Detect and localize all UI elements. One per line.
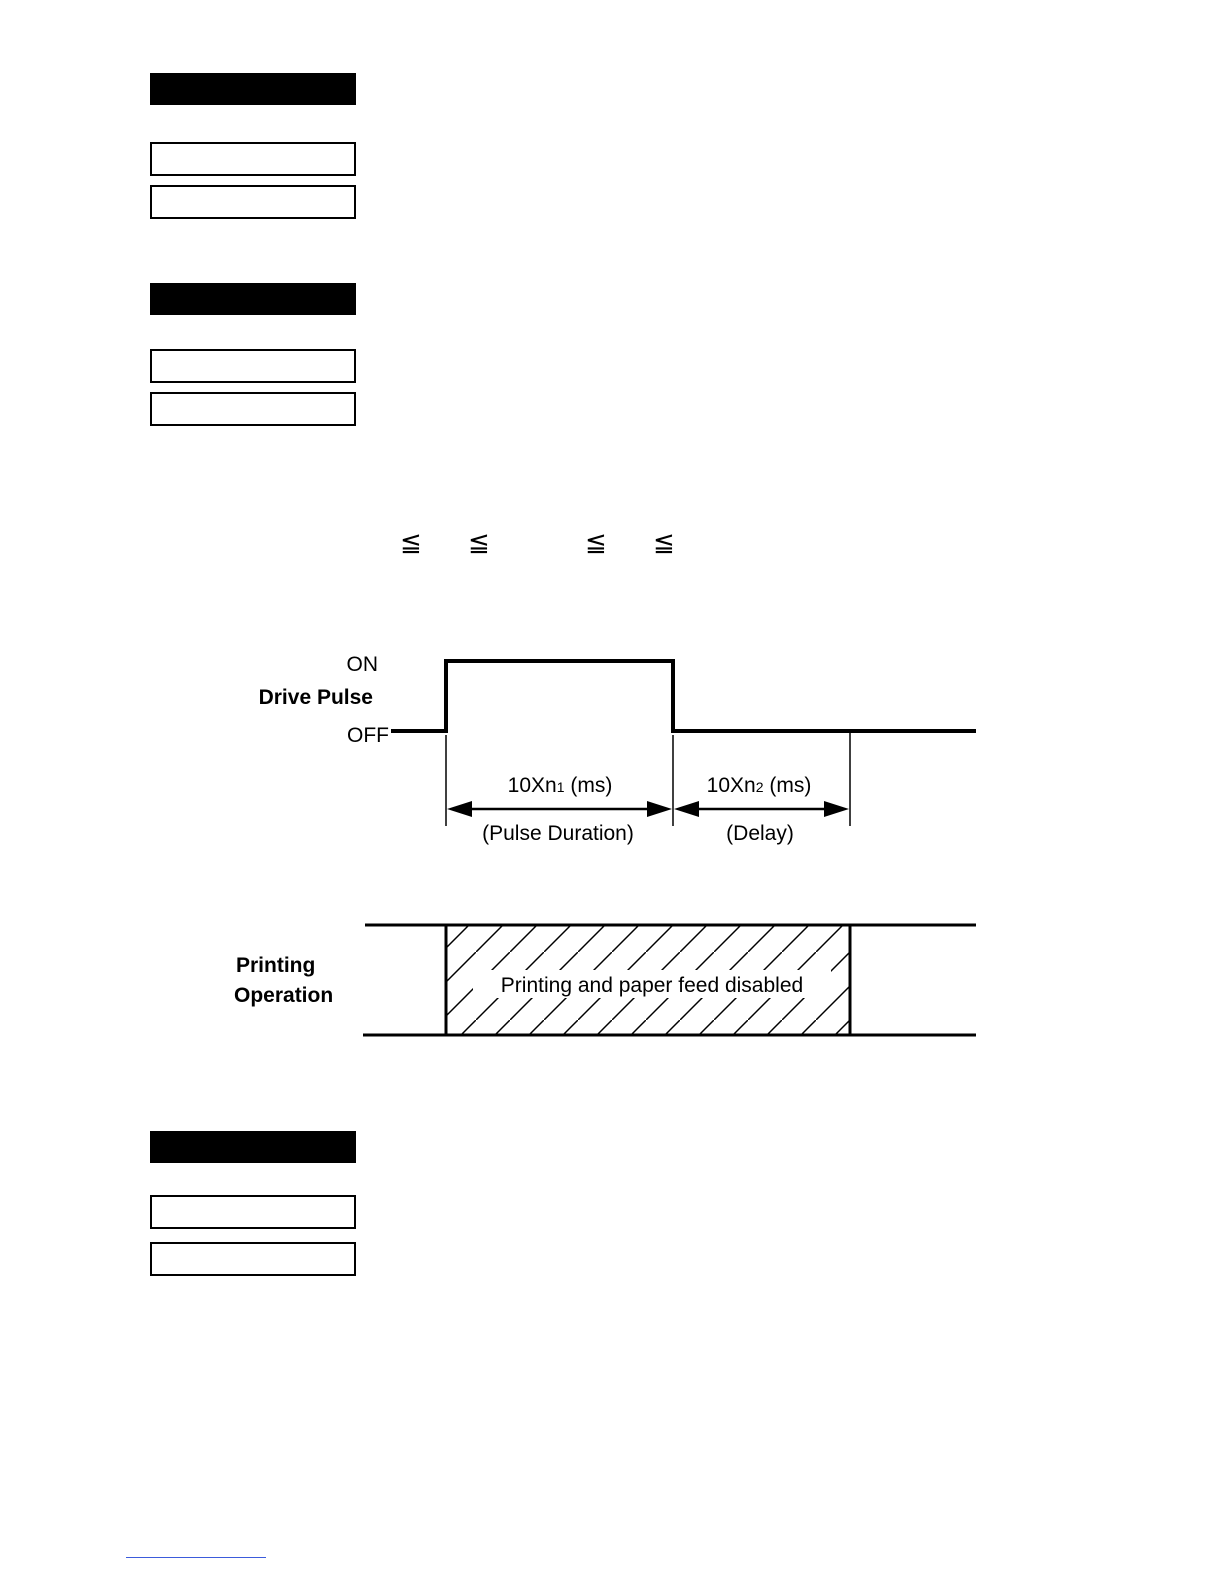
- section-header-bar-2: [150, 283, 356, 315]
- command-box-1a: [150, 142, 356, 176]
- pulse-duration-value: 10Xn1 (ms): [507, 774, 613, 797]
- delay-caption: (Delay): [726, 822, 794, 845]
- off-label: OFF: [347, 724, 389, 747]
- printing-operation-label-line1: Printing: [236, 954, 316, 977]
- command-box-3b: [150, 1242, 356, 1276]
- command-box-3a: [150, 1195, 356, 1229]
- section-header-bar-1: [150, 73, 356, 105]
- delay-arrow-left: [674, 801, 699, 817]
- printing-operation-label-line2: Operation: [234, 984, 334, 1007]
- section-header-bar-3: [150, 1131, 356, 1163]
- drive-pulse-label: Drive Pulse: [258, 686, 373, 709]
- pulse-duration-arrow-left: [447, 801, 472, 817]
- delay-arrow-right: [824, 801, 849, 817]
- drive-pulse-timing-diagram: [0, 630, 1225, 1050]
- footer-link-rule: [126, 1557, 266, 1558]
- drive-pulse-waveform: [391, 661, 976, 731]
- leq-symbol-4: ≦: [653, 528, 675, 558]
- command-box-2a: [150, 349, 356, 383]
- command-box-1b: [150, 185, 356, 219]
- printing-disabled-text: Printing and paper feed disabled: [500, 974, 804, 997]
- command-box-2b: [150, 392, 356, 426]
- leq-symbol-3: ≦: [585, 528, 607, 558]
- delay-value: 10Xn2 (ms): [706, 774, 812, 797]
- pulse-duration-arrow-right: [647, 801, 672, 817]
- on-label: ON: [346, 653, 378, 676]
- pulse-duration-caption: (Pulse Duration): [482, 822, 634, 845]
- leq-symbol-2: ≦: [468, 528, 490, 558]
- leq-symbol-1: ≦: [400, 528, 422, 558]
